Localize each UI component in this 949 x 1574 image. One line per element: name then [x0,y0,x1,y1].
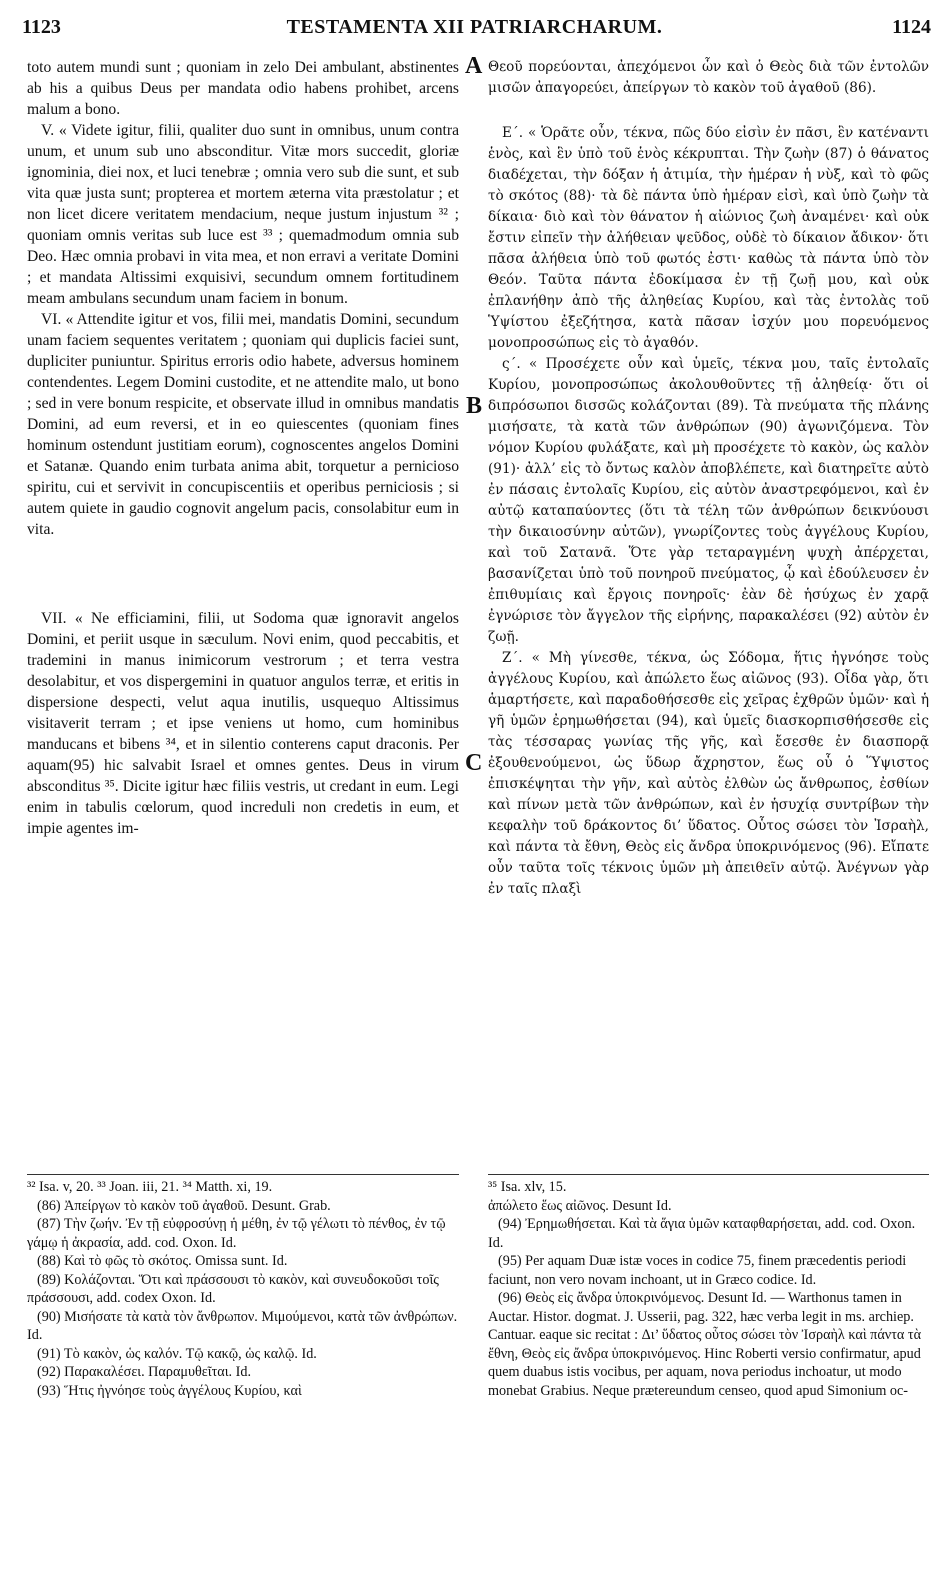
footnote-86: (86) Ἀπείργων τὸ κακὸν τοῦ ἀγαθοῦ. Desunt. Grab. [37,1197,331,1214]
footnote-95: (95) Per aquam Duæ istæ voces in codice 75, finem præcedentis periodi faciunt, non vero novam inchoant, ut in Græco codice. Id. [488,1253,907,1288]
latin-paragraph-5: V. « Videte igitur, filii, qualiter duo sunt in omnibus, unum contra unum, et unum sub uno absconditur. Vitæ mors succedit, gloriæ ignominia, diei nox, et luci tenebræ ; omnia vero sub die sunt, et sub vita quæ justa sunt; propterea et mortem æterna vita præstolatur ; et non licet dicere veritatem mendacium, neque justum injustum ³² ; quoniam omnis veritas sub luce est ³³ ; quemadmodum omnia sub Deo. Hæc omnia probavi in vita mea, et non erravi a veritate Domini ; et mandata Altissimi exquisivi, secundum omnem fortitudinem meam ambulans secundum unam faciem in bonum. [27,122,459,307]
footnote-91: (91) Τὸ κακὸν, ὡς καλόν. Τῷ κακῷ, ὡς καλῷ. Id. [37,1345,317,1362]
latin-paragraph-1: toto autem mundi sunt ; quoniam in zelo Dei ambulant, abstinentes ab his a quibus Deus per mandata odio habens prohibet, arcens malum a bono. [27,59,459,118]
greek-column [488,57,929,900]
footnote-89: (89) Κολάζονται. Ὅτι καὶ πράσσουσι τὸ κακὸν, καὶ συνευδοκοῦσι τοῖς πράσσουσι, add. codex Oxon. Id. [27,1271,439,1306]
footnote-94: (94) Ἐρημωθήσεται. Καὶ τὰ ἅγια ὑμῶν καταφθαρήσεται, add. cod. Oxon. Id. [488,1216,916,1251]
footnote-96: (96) Θεὸς εἰς ἄνδρα ὑποκρινόμενος. Desunt Id. — Warthonus tamen in Auctar. Histor. dogmat. J. Usserii, pag. 322, hæc verba legit in ms. archiep. Cantuar. eaque sic recitat : Δι’ ὕδατος οὗτος σώσει τὸν Ἰσραὴλ καὶ πάντα τὰ ἔθνη, Θεὸς εἰς ἄνδρα ὑποκρινόμενος. Hinc Roberti versio confirmatur, apud quem duabus istis vocibus, per aquam, nova periodus inchoatur, ut modo monebat Grabius. Neque prætereundum censeo, quod apud Simonium oc- [488,1290,922,1399]
footnote-87: (87) Τὴν ζωήν. Ἐν τῇ εὐφροσύνῃ ἡ μέθη, ἐν τῷ γέλωτι τὸ πένθος, ἐν τῷ γάμῳ ἡ ἀκρασία, add. cod. Oxon. Id. [27,1216,446,1251]
footnote-88: (88) Καὶ τὸ φῶς τὸ σκότος. Omissa sunt. Id. [37,1253,288,1269]
scripture-references: ³² Isa. v, 20. ³³ Joan. iii, 21. ³⁴ Matth. xi, 19. [27,1179,273,1195]
latin-column [27,57,459,839]
page-number-right: 1124 [892,16,931,38]
section-marker-a: A [465,53,483,79]
scripture-references: ³⁵ Isa. xlv, 15. [488,1179,567,1195]
section-marker-c: C [465,750,483,776]
greek-paragraph-7: Ζ΄. « Μὴ γίνεσθε, τέκνα, ὡς Σόδομα, ἥτις ἠγνόησε τοὺς ἀγγέλους Κυρίου, καὶ ἀπώλετο ἕως αἰῶνος (93). Οἶδα γὰρ, ὅτι ἁμαρτήσετε, καὶ παραδοθήσεσθε εἰς χεῖρας ἐχθρῶν ὑμῶν· καὶ ἡ γῆ ὑμῶν ἐρημωθήσεται (94), καὶ ὑμεῖς διασκορπισθήσεσθε εἰς τὰς τέσσαρας γωνίας τῆς γῆς, καὶ ἔσεσθε ἐν διασπορᾷ ἐξουθενούμενοι, ὡς ὕδωρ ἄχρηστον, ἕως οὗ ὁ Ὕψιστος ἐπισκέψηται τὴν γῆν, καὶ αὐτὸς ἐλθὼν ὡς ἄνθρωπος, ἐσθίων καὶ πίνων μετὰ τῶν ἀνθρώπων, καὶ ἐν ἡσυχίᾳ συντρίβων τὴν κεφαλὴν τοῦ δράκοντος δι’ ὕδατος. Οὗτος σώσει τὸν Ἰσραὴλ, καὶ πάντα τὰ ἔθνη, Θεὸς εἰς ἄνδρα ὑποκρινόμενος (96). Εἴπατε οὖν ταῦτα τοῖς τέκνοις ὑμῶν μὴ ἀπειθεῖν αὐτῷ. Ἀνέγνων γὰρ ἐν ταῖς πλαξὶ [488,650,929,897]
footnote-92: (92) Παρακαλέσει. Παραμυθεῖται. Id. [37,1364,251,1380]
footnotes-left [27,1178,459,1400]
footnote-93: (93) Ἥτις ἠγνόησε τοὺς ἀγγέλους Κυρίου, καὶ [37,1382,302,1399]
footnote-rule-right [488,1174,929,1175]
footnote-93-continued: ἀπώλετο ἕως αἰῶνος. Desunt Id. [488,1197,672,1214]
footnote-rule-left [27,1174,459,1175]
running-title: TESTAMENTA XII PATRIARCHARUM. [286,16,663,38]
greek-paragraph-6: ς΄. « Προσέχετε οὖν καὶ ὑμεῖς, τέκνα μου, ταῖς ἐντολαῖς Κυρίου, μονοπροσώπως ἀκολουθοῦντες τῇ ἀληθείᾳ· ὅτι οἱ διπρόσωποι δισσῶς κολάζονται (89). Τὰ πνεύματα τῆς πλάνης μισήσατε, τὰ κατὰ τῶν ἀνθρώπων (90) ἀγωνιζόμενα. Τὸν νόμον Κυρίου φυλάξατε, καὶ μὴ προσέχετε τὸ κακὸν, ὡς καλὸν (91)· ἀλλ’ εἰς τὸ ὄντως καλὸν ἀποβλέπετε, καὶ διατηρεῖτε αὐτὸ ἐν πάσαις ἐντολαῖς Κυρίου, εἰς αὐτὸν ἀναστρεφόμενοι, καὶ ἐν αὐτῷ καταπαύοντες (ὅτι τὰ τέλη τῶν ἀνθρώπων δεικνύουσι τὴν δικαιοσύνην αὐτῶν), γνωρίζοντες τοὺς ἀγγέλους Κυρίου, καὶ τοῦ Σατανᾶ. Ὅτε γὰρ τεταραγμένη ψυχὴ ἀπέρχεται, βασανίζεται ὑπὸ τοῦ πονηροῦ πνεύματος, ᾧ καὶ ἐδούλευσεν ἐν ἐπιθυμίαις καὶ ἔργοις πονηροῖς· ἐὰν δὲ ἡσύχως ἐν χαρᾷ ἐγνώρισε τὸν ἄγγελον τῆς εἰρήνης, παρακαλέσει (92) αὐτὸν ἐν ζωῇ. [488,356,929,645]
greek-paragraph-5: Ε΄. « Ὁρᾶτε οὖν, τέκνα, πῶς δύο εἰσὶν ἐν πᾶσι, ἓν κατέναντι ἑνὸς, καὶ ἓν ὑπὸ τοῦ ἑνὸς κέκρυπται. Τὴν ζωὴν (87) ὁ θάνατος διαδέχεται, τὴν δόξαν ἡ ἀτιμία, τὴν ἡμέραν ἡ νὺξ, καὶ τὸ φῶς τὸ σκότος (88)· τὰ δὲ πάντα ὑπὸ ἡμέραν εἰσὶ, καὶ ὑπὸ ζωὴν τὰ δίκαια· διὸ καὶ τὸν θάνατον ἡ αἰώνιος ζωὴ ἀναμένει· καὶ οὐκ ἔστιν εἰπεῖν τὴν ἀλήθειαν ψεῦδος, οὐδὲ τὸ δίκαιον ἄδικον· ὅτι πᾶσα ἀλήθεια ὑπὸ τοῦ φωτός ἐστι· καθὼς τὰ πάντα ὑπὸ τὸν Θεόν. Ταῦτα πάντα ἐδοκίμασα ἐν τῇ ζωῇ μου, καὶ οὐκ ἐπλανήθην ἀπὸ τῆς ἀληθείας Κυρίου, καὶ τὰς ἐντολὰς τοῦ Ὑψίστου ἐξεζήτησα, κατὰ πᾶσαν ἰσχύν μου πορευόμενος μονοπροσώπως εἰς τὸ ἀγαθόν. [488,125,929,351]
greek-paragraph-1: Θεοῦ πορεύονται, ἀπεχόμενοι ὧν καὶ ὁ Θεὸς διὰ τῶν ἐντολῶν μισῶν ἀπαγορεύει, ἀπείργων τὸ κακὸν τοῦ ἀγαθοῦ (86). [488,59,929,96]
page-number-left: 1123 [22,16,61,38]
section-marker-b: B [466,393,483,419]
latin-paragraph-6: VI. « Attendite igitur et vos, filii mei, mandatis Domini, secundum unam faciem sequentes veritatem ; quoniam qui duplicis faciei sunt, dupliciter puniuntur. Spiritus erroris odio habete, adversus hominem contendentes. Legem Domini custodite, et ne attendite malo, ut bono ; sed in vere bonum respicite, et observate illud in omnibus mandatis Domini, ad eum reversi, et in eo quiescentes (quoniam fines hominum ostendunt justitiam eorum), cognoscentes angelos Domini et Satanæ. Quando enim turbata anima abit, torquetur a pernicioso spiritu, cui et servivit in concupiscentiis et operibus perniciosis ; si autem quiete in gaudio cognovit angelum pacis, consolabitur eum in vita. [27,311,459,538]
page-header [0,16,949,46]
footnotes-right [488,1178,929,1400]
latin-paragraph-7: VII. « Ne efficiamini, filii, ut Sodoma quæ ignoravit angelos Domini, et periit usque in sæculum. Novi enim, quod peccabitis, et trademini in manus inimicorum vestrorum ; et terra vestra desolabitur, et vos dispergemini in quatuor angulos terræ, et eritis in dispersione despecti, velut aqua inutilis, usquequo Altissimus visitaverit terram ; et ipse veniens ut homo, cum hominibus manducans et bibens ³⁴, et in silentio conterens caput draconis. Per aquam(95) hic salvabit Israel et omnes gentes. Deus in virum absconditus ³⁵. Dicite igitur hæc filiis vestris, ut credant in eum. Legi enim in tabulis cœlorum, quod increduli non credetis in eum, et impie agentes im- [27,610,459,837]
footnote-90: (90) Μισήσατε τὰ κατὰ τὸν ἄνθρωπον. Μιμούμενοι, κατὰ τῶν ἀνθρώπων. Id. [27,1308,458,1343]
